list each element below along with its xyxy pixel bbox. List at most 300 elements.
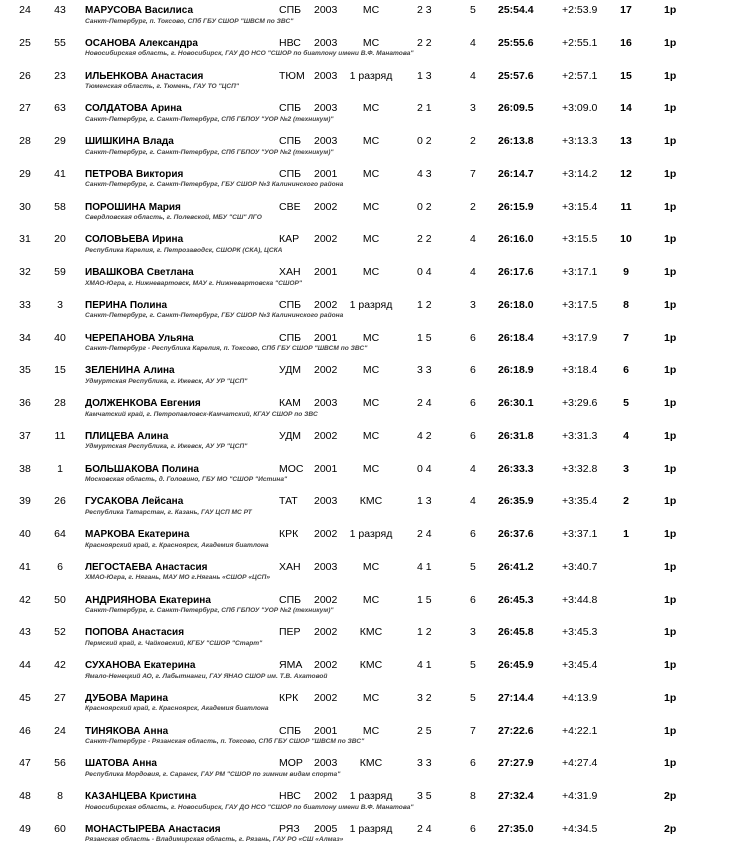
athlete-club: Санкт-Петербург, п. Токсово, СПб ГБУ СШОР "ШВСМ по ЗВС" xyxy=(85,17,294,25)
time-behind-cell: +2:55.1 xyxy=(562,36,598,49)
category-cell: 1р xyxy=(664,298,677,311)
time-behind-cell: +3:45.3 xyxy=(562,626,598,639)
shooting-misses-cell: 2 1 xyxy=(417,102,432,115)
shooting-misses-cell: 1 5 xyxy=(417,331,432,344)
table-row xyxy=(0,582,750,615)
table-row xyxy=(0,0,750,25)
athlete-name: АНДРИЯНОВА Екатерина xyxy=(85,594,211,606)
finish-time-cell: 26:41.2 xyxy=(498,560,534,573)
bib-cell: 6 xyxy=(57,560,63,573)
category-cell: 1р xyxy=(664,36,677,49)
athlete-club: Новосибирская область, г. Новосибирск, ГАУ ДО НСО "СШОР по биатлону имени В.Ф. Манатова" xyxy=(85,50,414,58)
birth-year-cell: 2003 xyxy=(314,69,338,82)
time-behind-cell: +3:18.4 xyxy=(562,364,598,377)
time-behind-cell: +2:57.1 xyxy=(562,69,598,82)
place-cell: 35 xyxy=(19,364,31,377)
table-row xyxy=(0,221,750,254)
shooting-misses-cell: 2 2 xyxy=(417,36,432,49)
total-misses-cell: 3 xyxy=(470,102,476,115)
sport-rank-cell: КМС xyxy=(359,495,383,508)
time-behind-cell: +3:45.4 xyxy=(562,659,598,671)
finish-time-cell: 26:33.3 xyxy=(498,462,534,475)
birth-year-cell: 2001 xyxy=(314,167,338,180)
finish-time-cell: 26:14.7 xyxy=(498,167,534,180)
athlete-name: СОЛОВЬЕВА Ирина xyxy=(85,234,184,246)
birth-year-cell: 2002 xyxy=(314,659,338,671)
bib-cell: 56 xyxy=(54,757,66,770)
athlete-name: ДУБОВА Марина xyxy=(85,692,169,704)
points-cell: 5 xyxy=(623,397,629,409)
category-cell: 1р xyxy=(664,102,677,115)
sport-rank-cell: КМС xyxy=(359,659,383,671)
place-cell: 39 xyxy=(19,495,31,508)
bib-cell: 15 xyxy=(54,364,66,377)
athlete-name: ПЕТРОВА Виктория xyxy=(85,168,184,180)
finish-time-cell: 27:35.0 xyxy=(498,822,534,835)
shooting-misses-cell: 2 4 xyxy=(417,528,432,540)
time-behind-cell: +2:53.9 xyxy=(562,4,598,16)
athlete-name: КАЗАНЦЕВА Кристина xyxy=(85,791,197,802)
region-cell: СПБ xyxy=(279,724,302,737)
athlete-club: Республика Татарстан, г. Казань, ГАУ ЦСП МС РТ xyxy=(85,508,252,516)
time-behind-cell: +4:31.9 xyxy=(562,790,598,802)
place-cell: 48 xyxy=(19,790,31,802)
bib-cell: 27 xyxy=(54,691,66,704)
athlete-club: ХМАО-Югра, г. Нижневартовск, МАУ г. Нижневартовска "СШОР" xyxy=(85,279,302,287)
place-cell: 45 xyxy=(19,691,31,704)
shooting-misses-cell: 1 5 xyxy=(417,593,432,606)
finish-time-cell: 25:54.4 xyxy=(498,4,534,16)
bib-cell: 26 xyxy=(54,495,66,508)
shooting-misses-cell: 1 2 xyxy=(417,626,432,639)
sport-rank-cell: КМС xyxy=(359,757,383,770)
shooting-misses-cell: 3 2 xyxy=(417,691,432,704)
finish-time-cell: 26:18.0 xyxy=(498,298,534,311)
points-cell: 3 xyxy=(623,462,629,475)
place-cell: 30 xyxy=(19,200,31,213)
finish-time-cell: 26:31.8 xyxy=(498,429,534,442)
total-misses-cell: 2 xyxy=(470,135,476,147)
time-behind-cell: +3:29.6 xyxy=(562,397,598,409)
region-cell: СПБ xyxy=(279,593,302,606)
sport-rank-cell: МС xyxy=(362,364,380,377)
birth-year-cell: 2003 xyxy=(314,102,338,115)
category-cell: 2р xyxy=(664,822,677,835)
athlete-club: Республика Карелия, г. Петрозаводск, СШОРК (СКА), ЦСКА xyxy=(85,246,283,254)
shooting-misses-cell: 2 5 xyxy=(417,724,432,737)
bib-cell: 63 xyxy=(54,102,66,115)
category-cell: 1р xyxy=(664,659,677,671)
sport-rank-cell: МС xyxy=(362,266,380,278)
table-row xyxy=(0,778,750,811)
birth-year-cell: 2003 xyxy=(314,4,338,16)
table-row xyxy=(0,549,750,582)
shooting-misses-cell: 2 3 xyxy=(417,4,432,16)
total-misses-cell: 6 xyxy=(470,593,476,606)
table-row xyxy=(0,614,750,647)
total-misses-cell: 4 xyxy=(470,495,476,508)
time-behind-cell: +3:15.4 xyxy=(562,200,598,213)
bib-cell: 60 xyxy=(54,822,66,835)
table-row xyxy=(0,483,750,516)
points-cell: 17 xyxy=(620,4,632,16)
region-cell: СПБ xyxy=(279,135,302,147)
finish-time-cell: 26:18.4 xyxy=(498,331,534,344)
region-cell: СПБ xyxy=(279,4,302,16)
time-behind-cell: +4:22.1 xyxy=(562,724,598,737)
bib-cell: 55 xyxy=(54,36,66,49)
finish-time-cell: 26:37.6 xyxy=(498,528,534,540)
shooting-misses-cell: 3 3 xyxy=(417,364,432,377)
shooting-misses-cell: 0 4 xyxy=(417,462,432,475)
points-cell: 13 xyxy=(620,135,632,147)
time-behind-cell: +3:14.2 xyxy=(562,167,598,180)
category-cell: 1р xyxy=(664,69,677,82)
total-misses-cell: 4 xyxy=(470,233,476,246)
points-cell: 8 xyxy=(623,298,629,311)
category-cell: 1р xyxy=(664,626,677,639)
category-cell: 1р xyxy=(664,397,677,409)
birth-year-cell: 2002 xyxy=(314,200,338,213)
region-cell: СПБ xyxy=(279,167,302,180)
athlete-club: ХМАО-Югра, г. Нягань, МАУ МО г.Нягань «СШОР «ЦСП» xyxy=(85,574,271,582)
region-cell: ХАН xyxy=(279,560,301,573)
birth-year-cell: 2001 xyxy=(314,331,338,344)
shooting-misses-cell: 1 2 xyxy=(417,298,432,311)
sport-rank-cell: КМС xyxy=(359,626,383,639)
table-row xyxy=(0,123,750,156)
time-behind-cell: +3:31.3 xyxy=(562,429,598,442)
points-cell: 10 xyxy=(620,233,632,246)
region-cell: ТАТ xyxy=(279,495,298,508)
finish-time-cell: 26:45.8 xyxy=(498,626,534,639)
place-cell: 24 xyxy=(19,4,31,16)
birth-year-cell: 2003 xyxy=(314,560,338,573)
athlete-name: СОЛДАТОВА Арина xyxy=(85,103,182,115)
birth-year-cell: 2003 xyxy=(314,495,338,508)
sport-rank-cell: МС xyxy=(362,135,380,147)
athlete-club: Удмуртская Республика, г. Ижевск, АУ УР "ЦСП" xyxy=(85,377,248,385)
sport-rank-cell: МС xyxy=(362,4,380,16)
points-cell: 7 xyxy=(623,331,629,344)
points-cell: 2 xyxy=(623,495,629,508)
athlete-name: ТИНЯКОВА Анна xyxy=(85,725,169,737)
finish-time-cell: 26:30.1 xyxy=(498,397,534,409)
sport-rank-cell: 1 разряд xyxy=(349,822,393,835)
birth-year-cell: 2003 xyxy=(314,36,338,49)
place-cell: 41 xyxy=(19,560,31,573)
bib-cell: 58 xyxy=(54,200,66,213)
sport-rank-cell: МС xyxy=(362,462,380,475)
place-cell: 25 xyxy=(19,36,31,49)
sport-rank-cell: МС xyxy=(362,36,380,49)
region-cell: МОР xyxy=(279,757,303,770)
category-cell: 1р xyxy=(664,495,677,508)
points-cell: 16 xyxy=(620,36,632,49)
athlete-club: Республика Мордовия, г. Саранск, ГАУ РМ "СШОР по зимним видам спорта" xyxy=(85,770,341,778)
total-misses-cell: 5 xyxy=(470,659,476,671)
table-row xyxy=(0,713,750,746)
bib-cell: 3 xyxy=(57,298,63,311)
bib-cell: 23 xyxy=(54,69,66,82)
birth-year-cell: 2005 xyxy=(314,822,338,835)
shooting-misses-cell: 1 3 xyxy=(417,69,432,82)
athlete-name: ИВАШКОВА Светлана xyxy=(85,267,194,278)
table-row xyxy=(0,811,750,844)
total-misses-cell: 8 xyxy=(470,790,476,802)
shooting-misses-cell: 4 1 xyxy=(417,560,432,573)
athlete-name: ГУСАКОВА Лейсана xyxy=(85,496,184,508)
table-row xyxy=(0,25,750,58)
region-cell: КАР xyxy=(279,233,300,246)
finish-time-cell: 26:15.9 xyxy=(498,200,534,213)
place-cell: 40 xyxy=(19,528,31,540)
athlete-club: Санкт-Петербург, г. Санкт-Петербург, СПб ГБПОУ "УОР №2 (техникум)" xyxy=(85,148,334,156)
place-cell: 33 xyxy=(19,298,31,311)
bib-cell: 52 xyxy=(54,626,66,639)
category-cell: 1р xyxy=(664,528,677,540)
sport-rank-cell: МС xyxy=(362,397,380,409)
region-cell: СПБ xyxy=(279,331,302,344)
athlete-club: Санкт-Петербург, г. Санкт-Петербург, СПб ГБПОУ "УОР №2 (техникум)" xyxy=(85,115,334,123)
bib-cell: 41 xyxy=(54,167,66,180)
place-cell: 37 xyxy=(19,429,31,442)
sport-rank-cell: 1 разряд xyxy=(349,528,393,540)
athlete-club: Свердловская область, г. Полевской, МБУ "СШ" ЛГО xyxy=(85,214,262,221)
table-row xyxy=(0,90,750,123)
table-row xyxy=(0,745,750,778)
athlete-name: ЗЕЛЕНИНА Алина xyxy=(85,365,175,377)
time-behind-cell: +3:13.3 xyxy=(562,135,598,147)
place-cell: 27 xyxy=(19,102,31,115)
athlete-club: Камчатский край, г. Петропавловск-Камчатский, КГАУ СШОР по ЗВС xyxy=(85,410,318,418)
birth-year-cell: 2001 xyxy=(314,462,338,475)
birth-year-cell: 2003 xyxy=(314,135,338,147)
region-cell: КРК xyxy=(279,528,299,540)
athlete-club: Новосибирская область, г. Новосибирск, ГАУ ДО НСО "СШОР по биатлону имени В.Ф. Манатова" xyxy=(85,803,414,811)
birth-year-cell: 2002 xyxy=(314,790,338,802)
place-cell: 26 xyxy=(19,69,31,82)
total-misses-cell: 6 xyxy=(470,528,476,540)
points-cell: 11 xyxy=(620,200,632,213)
total-misses-cell: 5 xyxy=(470,560,476,573)
athlete-club: Рязанская область - Владимирская область, г. Рязань, ГАУ РО «СШ «Алмаз» xyxy=(85,836,344,844)
table-row xyxy=(0,189,750,222)
bib-cell: 24 xyxy=(54,724,66,737)
total-misses-cell: 4 xyxy=(470,266,476,278)
athlete-club: Санкт-Петербург, г. Санкт-Петербург, СПб ГБПОУ "УОР №2 (техникум)" xyxy=(85,607,334,614)
category-cell: 2р xyxy=(664,790,677,802)
athlete-name: ИЛЬЕНКОВА Анастасия xyxy=(85,70,204,82)
sport-rank-cell: МС xyxy=(362,233,380,246)
athlete-club: Ямало-Ненецкий АО, г. Лабытнанги, ГАУ ЯНАО СШОР им. Т.В. Ахатовой xyxy=(85,672,328,680)
table-row xyxy=(0,58,750,91)
points-cell: 4 xyxy=(623,429,629,442)
category-cell: 1р xyxy=(664,135,677,147)
time-behind-cell: +3:44.8 xyxy=(562,593,598,606)
total-misses-cell: 4 xyxy=(470,36,476,49)
total-misses-cell: 7 xyxy=(470,167,476,180)
place-cell: 29 xyxy=(19,167,31,180)
sport-rank-cell: МС xyxy=(362,560,380,573)
place-cell: 36 xyxy=(19,397,31,409)
sport-rank-cell: МС xyxy=(362,200,380,213)
category-cell: 1р xyxy=(664,560,677,573)
total-misses-cell: 2 xyxy=(470,200,476,213)
total-misses-cell: 4 xyxy=(470,69,476,82)
total-misses-cell: 4 xyxy=(470,462,476,475)
time-behind-cell: +3:17.5 xyxy=(562,298,598,311)
points-cell: 12 xyxy=(620,167,632,180)
sport-rank-cell: МС xyxy=(362,691,380,704)
sport-rank-cell: 1 разряд xyxy=(349,790,393,802)
region-cell: ЯМА xyxy=(279,659,303,671)
total-misses-cell: 6 xyxy=(470,822,476,835)
shooting-misses-cell: 4 1 xyxy=(417,659,432,671)
category-cell: 1р xyxy=(664,331,677,344)
finish-time-cell: 26:13.8 xyxy=(498,135,534,147)
athlete-club: Пермский край, г. Чайковский, КГБУ "СШОР "Старт" xyxy=(85,639,263,647)
sport-rank-cell: МС xyxy=(362,331,380,344)
category-cell: 1р xyxy=(664,724,677,737)
total-misses-cell: 7 xyxy=(470,724,476,737)
birth-year-cell: 2002 xyxy=(314,691,338,704)
bib-cell: 40 xyxy=(54,331,66,344)
category-cell: 1р xyxy=(664,200,677,213)
athlete-name: ПОРОШИНА Мария xyxy=(85,201,181,213)
bib-cell: 20 xyxy=(54,233,66,246)
place-cell: 28 xyxy=(19,135,31,147)
points-cell: 1 xyxy=(623,528,629,540)
athlete-club: Санкт-Петербург, г. Санкт-Петербург, ГБУ СШОР №3 Калининского района xyxy=(85,181,344,189)
region-cell: СВЕ xyxy=(279,200,301,213)
finish-time-cell: 26:09.5 xyxy=(498,102,534,115)
athlete-name: СУХАНОВА Екатерина xyxy=(85,660,196,671)
table-row xyxy=(0,287,750,320)
region-cell: УДМ xyxy=(279,429,302,442)
athlete-club: Санкт-Петербург - Республика Карелия, п. Токсово, СПб ГБУ СШОР "ШВСМ по ЗВС" xyxy=(85,345,368,352)
shooting-misses-cell: 1 3 xyxy=(417,495,432,508)
time-behind-cell: +4:13.9 xyxy=(562,691,598,704)
athlete-name: МОНАСТЫРЕВА Анастасия xyxy=(85,823,221,835)
bib-cell: 28 xyxy=(54,397,66,409)
bib-cell: 29 xyxy=(54,135,66,147)
total-misses-cell: 6 xyxy=(470,429,476,442)
table-row xyxy=(0,418,750,451)
birth-year-cell: 2003 xyxy=(314,757,338,770)
region-cell: УДМ xyxy=(279,364,302,377)
total-misses-cell: 3 xyxy=(470,298,476,311)
athlete-name: МАРУСОВА Василиса xyxy=(85,5,194,16)
points-cell: 9 xyxy=(623,266,629,278)
region-cell: РЯЗ xyxy=(279,822,300,835)
region-cell: НВС xyxy=(279,36,301,49)
place-cell: 31 xyxy=(19,233,31,246)
category-cell: 1р xyxy=(664,4,677,16)
shooting-misses-cell: 3 3 xyxy=(417,757,432,770)
place-cell: 44 xyxy=(19,659,31,671)
region-cell: ТЮМ xyxy=(279,69,305,82)
total-misses-cell: 6 xyxy=(470,364,476,377)
shooting-misses-cell: 4 2 xyxy=(417,429,432,442)
finish-time-cell: 26:16.0 xyxy=(498,233,534,246)
table-row xyxy=(0,352,750,385)
shooting-misses-cell: 0 4 xyxy=(417,266,432,278)
points-cell: 14 xyxy=(620,102,632,115)
bib-cell: 11 xyxy=(54,429,66,442)
athlete-club: Тюменская область, г. Тюмень, ГАУ ТО "ЦСП" xyxy=(85,83,240,90)
sport-rank-cell: МС xyxy=(362,593,380,606)
athlete-club: Санкт-Петербург - Рязанская область, п. Токсово, СПб ГБУ СШОР "ШВСМ по ЗВС" xyxy=(85,738,365,745)
time-behind-cell: +4:34.5 xyxy=(562,822,598,835)
athlete-name: БОЛЬШАКОВА Полина xyxy=(85,463,199,475)
total-misses-cell: 5 xyxy=(470,4,476,16)
athlete-club: Санкт-Петербург, г. Санкт-Петербург, ГБУ СШОР №3 Калининского района xyxy=(85,312,344,320)
bib-cell: 50 xyxy=(54,593,66,606)
category-cell: 1р xyxy=(664,691,677,704)
time-behind-cell: +3:17.9 xyxy=(562,331,598,344)
table-row xyxy=(0,680,750,713)
table-row xyxy=(0,156,750,189)
points-cell: 15 xyxy=(620,69,632,82)
athlete-name: ПЕРИНА Полина xyxy=(85,299,168,311)
birth-year-cell: 2002 xyxy=(314,626,338,639)
birth-year-cell: 2002 xyxy=(314,429,338,442)
region-cell: ПЕР xyxy=(279,626,301,639)
table-row xyxy=(0,451,750,484)
place-cell: 38 xyxy=(19,462,31,475)
category-cell: 1р xyxy=(664,757,677,770)
finish-time-cell: 26:45.3 xyxy=(498,593,534,606)
region-cell: МОС xyxy=(279,462,304,475)
athlete-name: ЛЕГОСТАЕВА Анастасия xyxy=(85,561,208,573)
shooting-misses-cell: 2 4 xyxy=(417,397,432,409)
bib-cell: 64 xyxy=(54,528,66,540)
total-misses-cell: 6 xyxy=(470,757,476,770)
sport-rank-cell: МС xyxy=(362,167,380,180)
table-row xyxy=(0,516,750,549)
birth-year-cell: 2003 xyxy=(314,397,338,409)
finish-time-cell: 27:22.6 xyxy=(498,724,534,737)
region-cell: СПБ xyxy=(279,298,302,311)
birth-year-cell: 2001 xyxy=(314,724,338,737)
athlete-name: ДОЛЖЕНКОВА Евгения xyxy=(85,398,201,409)
place-cell: 46 xyxy=(19,724,31,737)
athlete-club: Красноярский край, г. Красноярск, Академия биатлона xyxy=(85,705,269,713)
time-behind-cell: +3:17.1 xyxy=(562,266,598,278)
athlete-club: Удмуртская Республика, г. Ижевск, АУ УР "ЦСП" xyxy=(85,443,248,451)
birth-year-cell: 2001 xyxy=(314,266,338,278)
place-cell: 32 xyxy=(19,266,31,278)
category-cell: 1р xyxy=(664,593,677,606)
sport-rank-cell: МС xyxy=(362,724,380,737)
total-misses-cell: 6 xyxy=(470,331,476,344)
finish-time-cell: 26:45.9 xyxy=(498,659,534,671)
time-behind-cell: +3:37.1 xyxy=(562,528,598,540)
sport-rank-cell: МС xyxy=(362,429,380,442)
bib-cell: 8 xyxy=(57,790,63,802)
time-behind-cell: +3:15.5 xyxy=(562,233,598,246)
birth-year-cell: 2002 xyxy=(314,593,338,606)
finish-time-cell: 27:14.4 xyxy=(498,691,534,704)
bib-cell: 59 xyxy=(54,266,66,278)
points-cell: 6 xyxy=(623,364,629,377)
time-behind-cell: +3:35.4 xyxy=(562,495,598,508)
athlete-name: ШАТОВА Анна xyxy=(85,758,157,770)
total-misses-cell: 5 xyxy=(470,691,476,704)
category-cell: 1р xyxy=(664,233,677,246)
place-cell: 47 xyxy=(19,757,31,770)
